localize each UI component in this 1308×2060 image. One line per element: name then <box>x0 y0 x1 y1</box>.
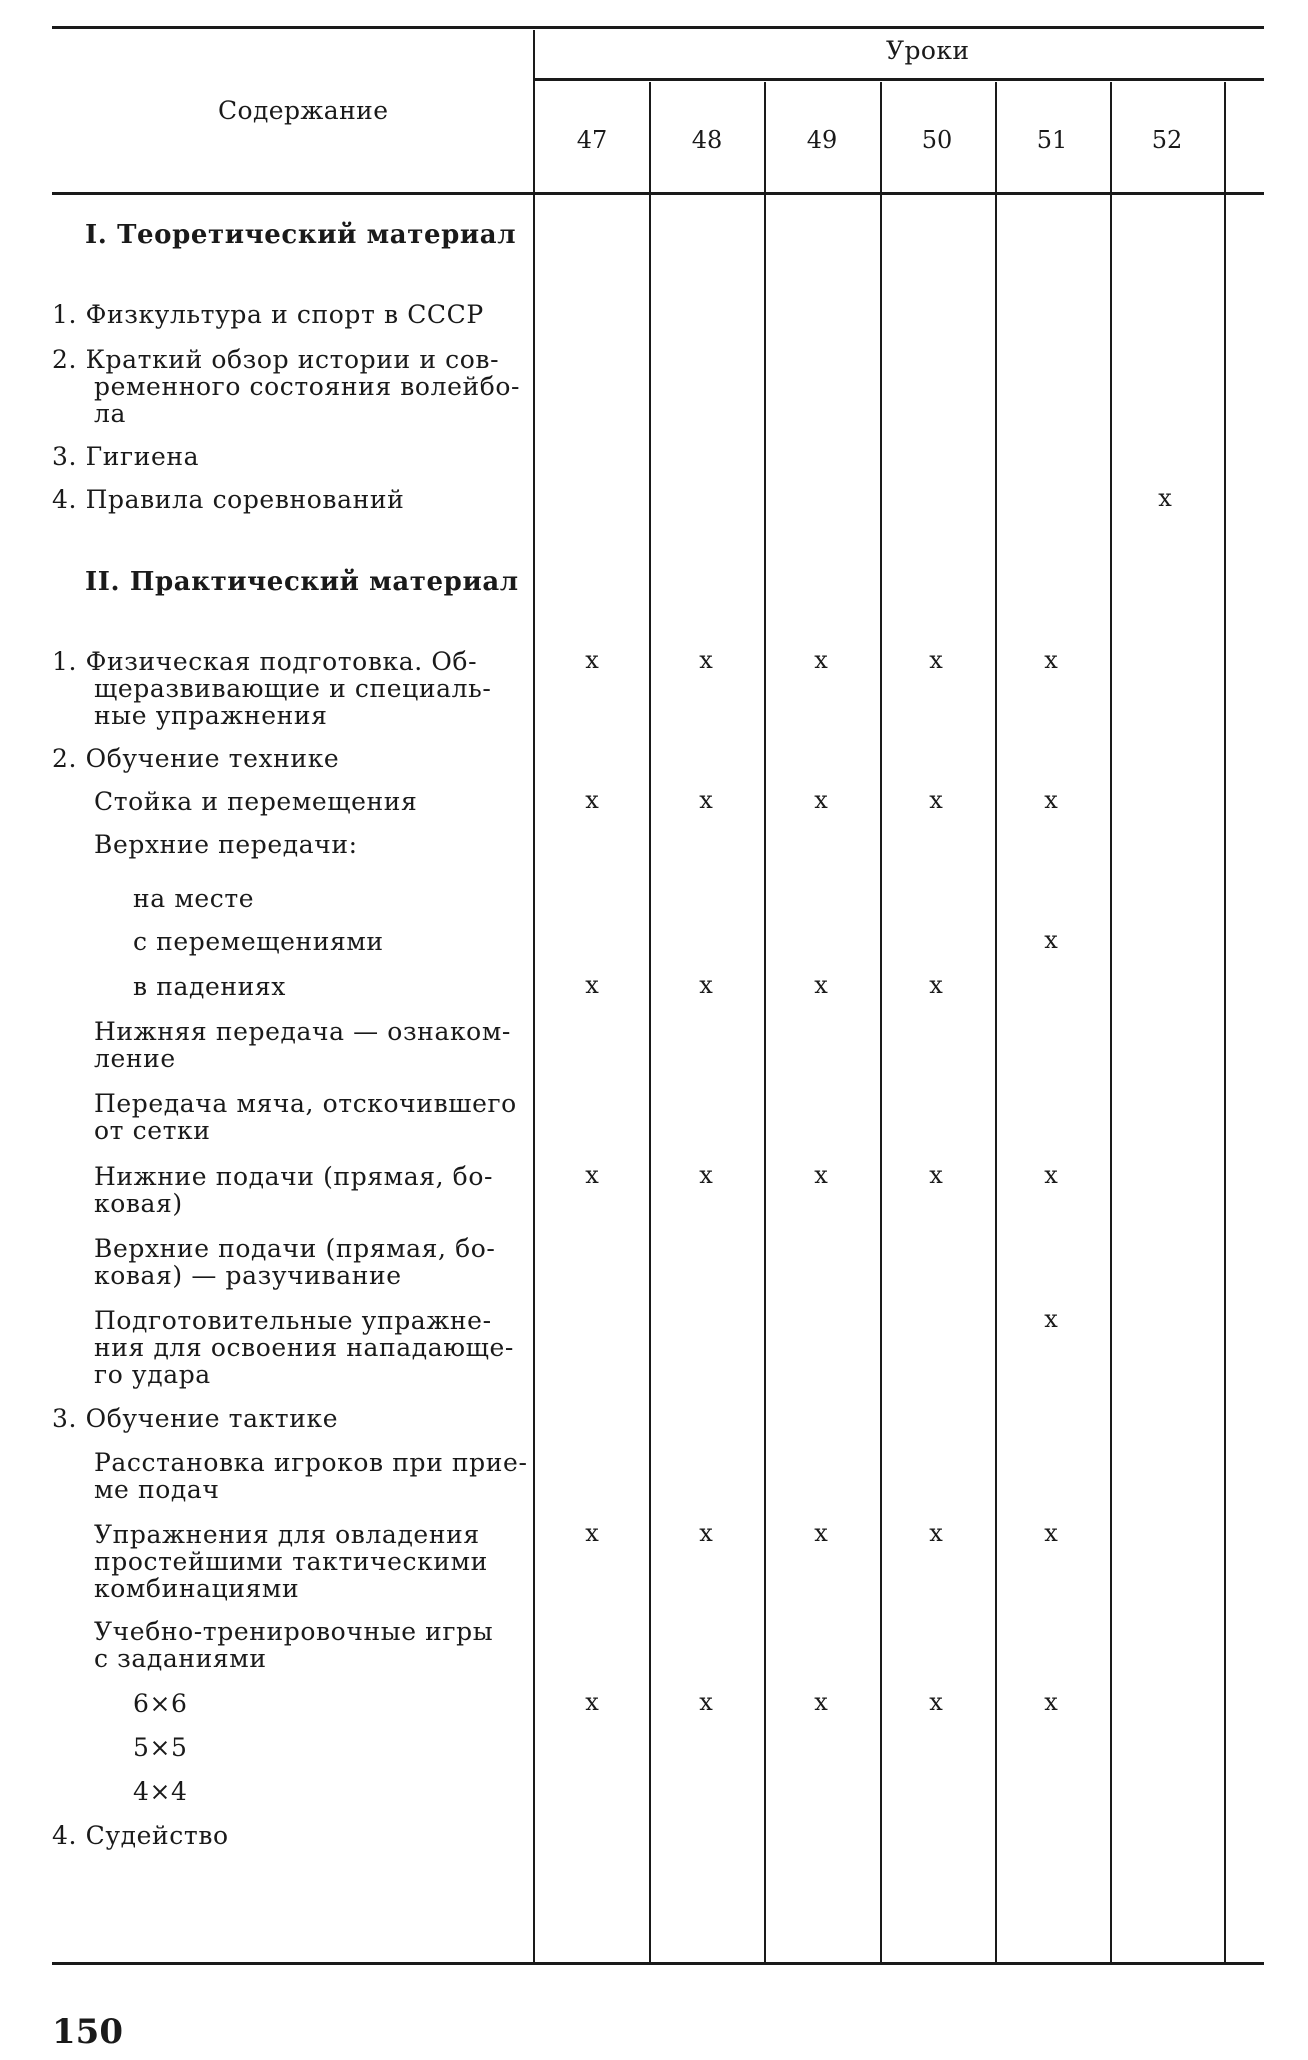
column-divider-47-48 <box>649 82 651 1962</box>
content-column-header: Содержание <box>218 96 389 125</box>
row-text-line: Верхние подачи (прямая, бо- <box>94 1234 496 1263</box>
lesson-mark: x <box>585 1519 599 1547</box>
section-heading: I. Теоретический материал <box>85 220 517 250</box>
row-text-line: простейшими тактическими <box>94 1547 488 1576</box>
row-text-line: 2. Краткий обзор истории и сов- <box>52 345 500 374</box>
lesson-number-50: 50 <box>921 126 953 154</box>
row-text-line: Нижние подачи (прямая, бо- <box>94 1162 494 1191</box>
row-text-line: ния для освоения нападающе- <box>94 1333 514 1362</box>
lesson-mark: x <box>1158 484 1172 512</box>
lesson-number-52: 52 <box>1151 126 1183 154</box>
row-text-line: ла <box>94 399 126 428</box>
lesson-mark: x <box>699 786 713 814</box>
row-text-line: Передача мяча, отскочившего <box>94 1089 517 1118</box>
row-text-line: 1. Физическая подготовка. Об- <box>52 647 478 676</box>
lesson-number-49: 49 <box>806 126 838 154</box>
row-text-line: с заданиями <box>94 1644 267 1673</box>
column-divider-51-52 <box>1110 82 1112 1962</box>
row-text-line: от сетки <box>94 1116 211 1145</box>
lesson-mark: x <box>1044 926 1058 954</box>
lesson-number-48: 48 <box>691 126 723 154</box>
column-divider-49-50 <box>880 82 882 1962</box>
row-text-line: ные упражнения <box>94 701 328 730</box>
lessons-header-rule <box>535 78 1264 81</box>
column-divider-50-51 <box>995 82 997 1962</box>
lesson-mark: x <box>814 646 828 674</box>
lesson-mark: x <box>585 786 599 814</box>
column-divider-content <box>533 30 535 1962</box>
row-text-line: 2. Обучение технике <box>52 744 340 773</box>
page-number: 150 <box>52 2012 123 2052</box>
row-text-line: с перемещениями <box>133 927 384 956</box>
lesson-mark: x <box>814 971 828 999</box>
column-divider-52-end <box>1224 82 1226 1962</box>
lesson-mark: x <box>814 1519 828 1547</box>
row-text-line: ковая) <box>94 1189 183 1218</box>
section-heading: II. Практический материал <box>85 567 519 597</box>
row-text-line: ме подач <box>94 1475 220 1504</box>
lesson-mark: x <box>1044 1688 1058 1716</box>
row-text-line: 3. Гигиена <box>52 442 200 471</box>
row-text-line: 4. Правила соревнований <box>52 485 405 514</box>
row-text-line: ление <box>94 1044 176 1073</box>
row-text-line: щеразвивающие и специаль- <box>94 674 492 703</box>
table-bottom-rule <box>52 1962 1264 1965</box>
row-text-line: го удара <box>94 1360 211 1389</box>
row-text-line: Учебно-тренировочные игры <box>94 1617 494 1646</box>
row-text-line: 5×5 <box>133 1733 188 1762</box>
row-text-line: Упражнения для овладения <box>94 1520 480 1549</box>
lessons-column-header: Уроки <box>886 36 970 65</box>
lesson-number-47: 47 <box>576 126 608 154</box>
lesson-mark: x <box>929 971 943 999</box>
lesson-mark: x <box>699 1688 713 1716</box>
lesson-mark: x <box>699 646 713 674</box>
lesson-mark: x <box>929 1519 943 1547</box>
lesson-number-51: 51 <box>1036 126 1068 154</box>
row-text-line: Верхние передачи: <box>94 830 358 859</box>
lesson-mark: x <box>1044 786 1058 814</box>
lesson-mark: x <box>929 1161 943 1189</box>
lesson-mark: x <box>814 1688 828 1716</box>
lesson-mark: x <box>585 1688 599 1716</box>
row-text-line: 6×6 <box>133 1689 188 1718</box>
lesson-mark: x <box>1044 1305 1058 1333</box>
row-text-line: Стойка и перемещения <box>94 787 418 816</box>
lesson-mark: x <box>585 646 599 674</box>
header-bottom-rule <box>52 192 1264 195</box>
row-text-line: 1. Физкультура и спорт в СССР <box>52 300 484 329</box>
row-text-line: ковая) — разучивание <box>94 1261 402 1290</box>
row-text-line: Нижняя передача — ознаком- <box>94 1017 511 1046</box>
row-text-line: 4. Судейство <box>52 1821 229 1850</box>
lesson-mark: x <box>1044 1519 1058 1547</box>
lesson-mark: x <box>929 646 943 674</box>
row-text-line: комбинациями <box>94 1574 300 1603</box>
row-text-line: на месте <box>133 884 255 913</box>
lesson-mark: x <box>585 971 599 999</box>
row-text-line: 3. Обучение тактике <box>52 1404 339 1433</box>
lesson-mark: x <box>699 971 713 999</box>
lesson-mark: x <box>585 1161 599 1189</box>
lesson-mark: x <box>929 1688 943 1716</box>
lesson-mark: x <box>1044 1161 1058 1189</box>
lesson-mark: x <box>929 786 943 814</box>
lesson-mark: x <box>699 1161 713 1189</box>
lesson-mark: x <box>1044 646 1058 674</box>
row-text-line: в падениях <box>133 972 286 1001</box>
row-text-line: Расстановка игроков при прие- <box>94 1448 528 1477</box>
row-text-line: 4×4 <box>133 1777 188 1806</box>
table-top-rule <box>52 26 1264 29</box>
column-divider-48-49 <box>764 82 766 1962</box>
row-text-line: ременного состояния волейбо- <box>94 372 521 401</box>
lesson-mark: x <box>699 1519 713 1547</box>
row-text-line: Подготовительные упражне- <box>94 1306 492 1335</box>
lesson-mark: x <box>814 786 828 814</box>
lesson-mark: x <box>814 1161 828 1189</box>
